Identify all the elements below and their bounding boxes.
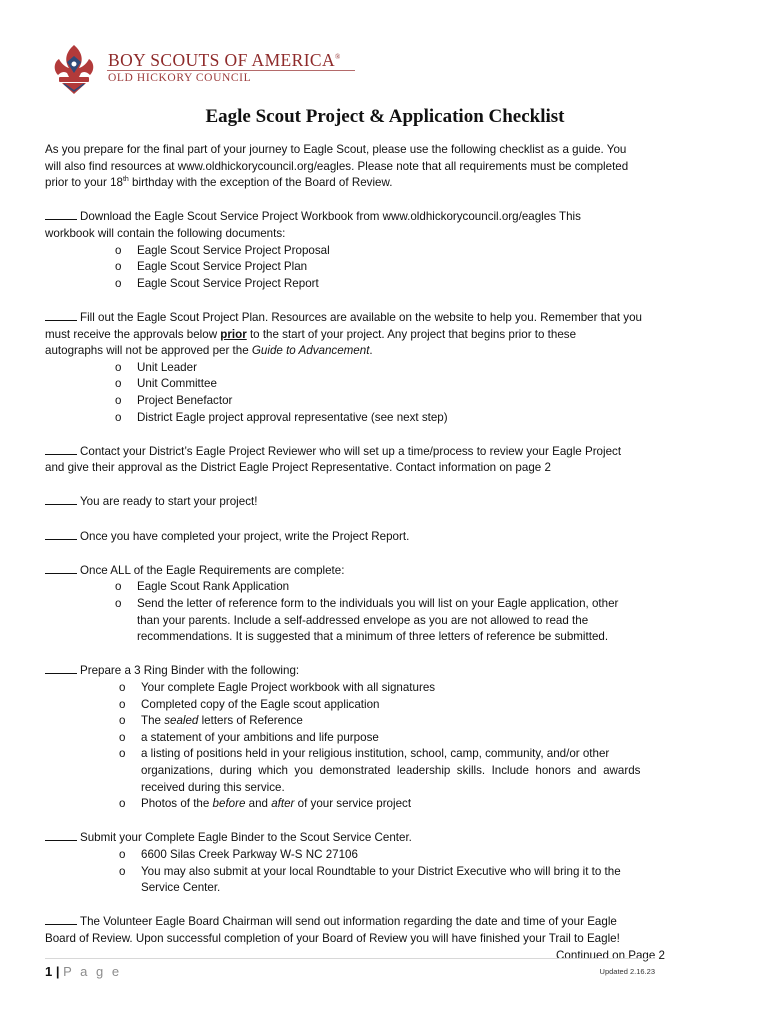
list-item: o Photos of the before and after of your service project [119, 797, 412, 811]
list-item: o Your complete Eagle Project workbook with all signatures [119, 681, 436, 694]
list-item: o a listing of positions held in your religious institution, school, camp, community, and/or other organizations, during which you demonstrated leadership skills. Include honors and awards received during this service. [119, 747, 641, 794]
list-item: o Send the letter of reference form to the individuals you will list on your Eagle application, other than your parents. Include a self-addressed envelope as you are not allowed to read the recommendations. It is suggested that a minimum of three letters of reference be submitted. [115, 597, 619, 644]
requirements-list [115, 579, 665, 645]
page-number: 1 | P a g e [45, 964, 122, 979]
approval-list [115, 360, 665, 426]
fleur-de-lis-logo [50, 42, 98, 96]
list-item: o District Eagle project approval representative (see next step) [115, 410, 448, 424]
list-item: o Unit Committee [115, 377, 217, 391]
list-item: o You may also submit at your local Roundtable to your District Executive who will bring it to the Service Center. [119, 864, 621, 895]
checkbox-blank[interactable] [45, 829, 77, 841]
updated-date: Updated 2.16.23 [599, 967, 655, 976]
checkbox-blank[interactable] [45, 528, 77, 540]
list-item: o Eagle Scout Service Project Plan [115, 260, 308, 274]
list-item: o Eagle Scout Rank Application [115, 580, 290, 594]
page-footer [45, 958, 655, 981]
header [50, 42, 380, 100]
checkbox-blank[interactable] [45, 443, 77, 455]
checkbox-blank[interactable] [45, 493, 77, 505]
list-item: o Eagle Scout Service Project Proposal [115, 243, 330, 257]
checklist-item-contact: Contact your District’s Eagle Project Reviewer who will set up a time/process to review your Eagle Project and give their approval as the District Eagle Project Representative. Contact information on page 2 [45, 444, 622, 475]
intro-paragraph: As you prepare for the final part of your journey to Eagle Scout, please use the following checklist as a guide. You will also find resources at www.oldhickorycouncil.org/eagles. Please note that all requirements must be completed prior to your 18th birthday with the exception of the Board of Review. [45, 143, 629, 190]
checkbox-blank[interactable] [45, 562, 77, 574]
header-divider [107, 70, 355, 71]
checkbox-blank[interactable] [45, 208, 77, 220]
checklist-item-ready: You are ready to start your project! [45, 493, 665, 511]
checklist-item-plan: Fill out the Eagle Scout Project Plan. Resources are available on the website to help you. Remember that you must receive the approvals below prior to the start of your project. Any project that begins prior to these autographs will not be approved per the Guide to Advancement. o Unit Leader o Unit Committee o Project Benefactor o District Eagle project approval representative (see next step) [45, 309, 665, 426]
checklist-item-binder: Prepare a 3 Ring Binder with the following: o Your complete Eagle Project workbook with all signatures o Completed copy of the Eagle scout application o The sealed letters of Reference o a statement of your ambitions and life purpose o a listing of positions held in your religious institution, school, camp, community, and/or other organizations, during which you demonstrated leadership skills. Include honors and awards received during this service. o Photos of the before and after of your service project [45, 662, 665, 812]
submit-list [119, 847, 665, 897]
continued-note: Continued on Page 2 [556, 948, 665, 962]
list-item: o 6600 Silas Creek Parkway W-S NC 27106 [119, 847, 358, 861]
checklist-item-download: Download the Eagle Scout Service Project Workbook from www.oldhickorycouncil.org/eagles This workbook will contain the following documents: o Eagle Scout Service Project Proposal o Eagle Scout Service Project Plan o Eagle Scout Service Project Report [45, 208, 665, 292]
list-item: o Project Benefactor [115, 393, 233, 407]
checkbox-blank[interactable] [45, 913, 77, 925]
list-item: o The sealed letters of Reference [119, 714, 303, 728]
list-item: o Unit Leader [115, 360, 197, 374]
binder-list [119, 680, 665, 813]
checkbox-blank[interactable] [45, 662, 77, 674]
council-name: OLD HICKORY COUNCIL [108, 72, 252, 84]
checklist-item-requirements: Once ALL of the Eagle Requirements are complete: o Eagle Scout Rank Application o Send the letter of reference form to the individuals you will list on your Eagle application, other than your parents. Include a self-addressed envelope as you are not allowed to read the recommendations. It is suggested that a minimum of three letters of reference be submitted. [45, 562, 665, 646]
list-item: o Eagle Scout Service Project Report [115, 276, 319, 290]
checklist-item-report: Once you have completed your project, write the Project Report. [45, 528, 665, 546]
list-item: o a statement of your ambitions and life purpose [119, 730, 379, 744]
list-item: o Completed copy of the Eagle scout application [119, 697, 380, 711]
org-name: BOY SCOUTS OF AMERICA® [108, 50, 341, 70]
checklist-item-board: The Volunteer Eagle Board Chairman will send out information regarding the date and time of your Eagle Board of Review. Upon successful completion of your Board of Review you will have finished your Trail to Eagle! Continued on Page 2 [45, 913, 665, 964]
checkbox-blank[interactable] [45, 309, 77, 321]
checklist-body [45, 142, 665, 964]
checklist-item-submit: Submit your Complete Eagle Binder to the Scout Service Center. o 6600 Silas Creek Parkway W-S NC 27106 o You may also submit at your local Roundtable to your District Executive who will bring it to the Service Center. [45, 829, 665, 896]
page-title: Eagle Scout Project & Application Checklist [205, 106, 565, 127]
